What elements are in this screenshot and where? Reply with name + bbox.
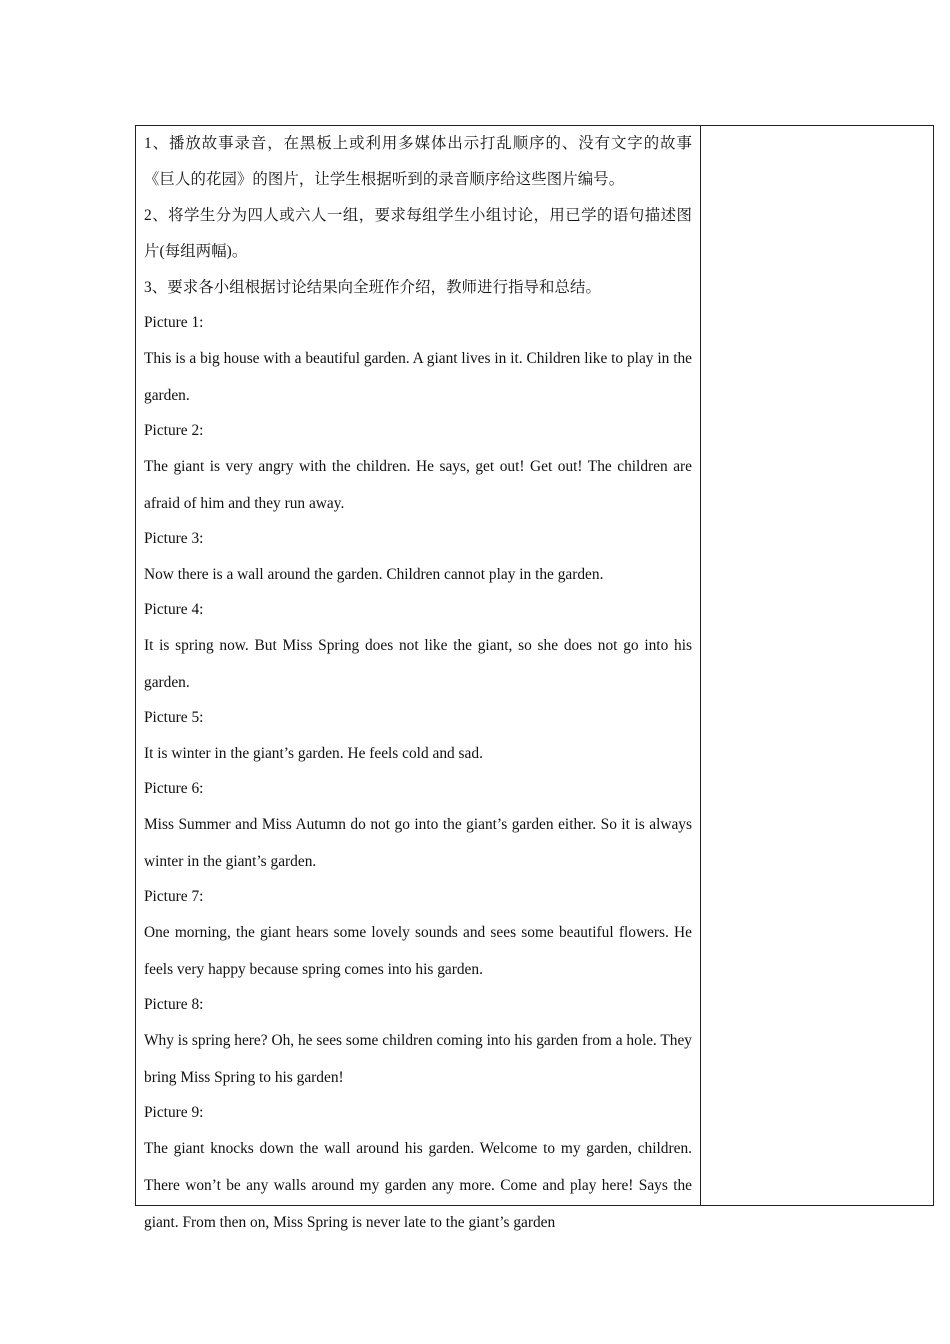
instruction-step-2: 2、将学生分为四人或六人一组，要求每组学生小组讨论，用已学的语句描述图片(每组两幅)。 — [144, 207, 692, 260]
picture-3-text: Now there is a wall around the garden. Children cannot play in the garden. — [144, 566, 604, 583]
picture-4-text: It is spring now. But Miss Spring does not like the giant, so she does not go into his garden. — [144, 637, 692, 691]
picture-5-text: It is winter in the giant’s garden. He feels cold and sad. — [144, 745, 483, 762]
picture-1-label: Picture 1: — [144, 314, 204, 331]
lesson-content-cell — [136, 126, 701, 1231]
picture-6-label: Picture 6: — [144, 780, 204, 797]
picture-3-label: Picture 3: — [144, 530, 204, 547]
picture-1-text: This is a big house with a beautiful garden. A giant lives in it. Children like to play in the garden. — [144, 350, 692, 404]
lesson-table — [135, 125, 934, 1231]
picture-6-text: Miss Summer and Miss Autumn do not go into the giant’s garden either. So it is always winter in the giant’s garden. — [144, 816, 692, 870]
picture-7-text: One morning, the giant hears some lovely sounds and sees some beautiful flowers. He feels very happy because spring comes into his garden. — [144, 924, 692, 978]
picture-8-text: Why is spring here? Oh, he sees some children coming into his garden from a hole. They bring Miss Spring to his garden! — [144, 1032, 692, 1086]
picture-5-label: Picture 5: — [144, 709, 204, 726]
picture-9-text: The giant knocks down the wall around his garden. Welcome to my garden, children. There won’t be any walls around my garden any more. Come and play here! Says the giant. From then on, Miss Spring is never late to the giant’s garden — [144, 1140, 692, 1231]
instruction-step-3: 3、要求各小组根据讨论结果向全班作介绍，教师进行指导和总结。 — [144, 279, 602, 296]
picture-8-label: Picture 8: — [144, 996, 204, 1013]
instruction-step-1: 1、播放故事录音，在黑板上或利用多媒体出示打乱顺序的、没有文字的故事《巨人的花园》的图片，让学生根据听到的录音顺序给这些图片编号。 — [144, 135, 692, 188]
picture-4-label: Picture 4: — [144, 601, 204, 618]
picture-7-label: Picture 7: — [144, 888, 204, 905]
notes-cell — [701, 126, 933, 1205]
picture-2-text: The giant is very angry with the children. He says, get out! Get out! The children are afraid of him and they run away. — [144, 458, 692, 512]
picture-2-label: Picture 2: — [144, 422, 204, 439]
picture-9-label: Picture 9: — [144, 1104, 204, 1121]
